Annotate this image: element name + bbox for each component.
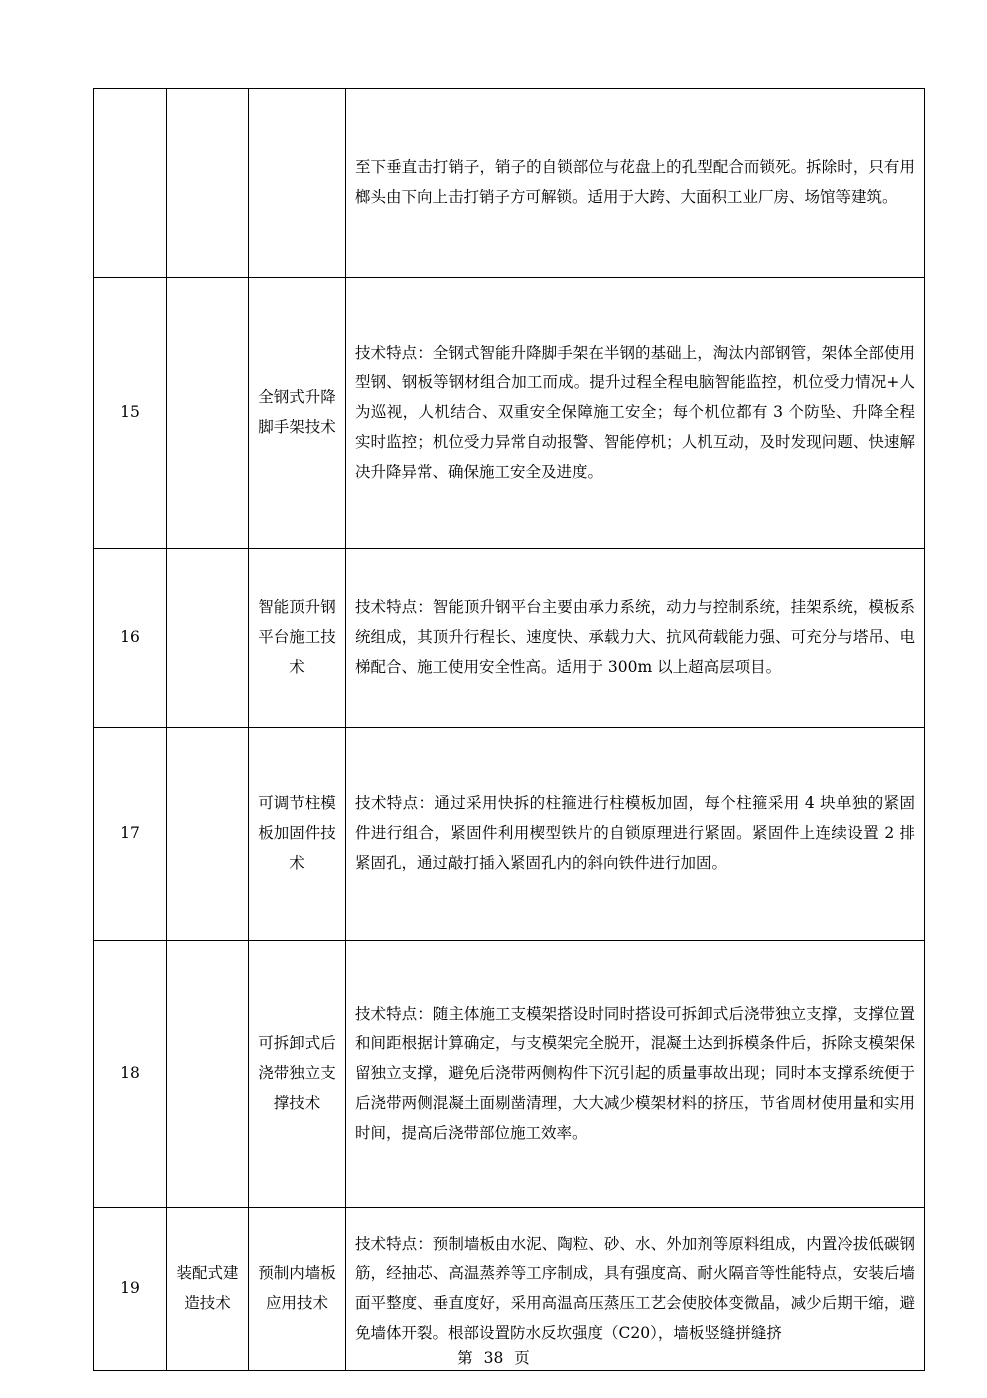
table-cell-name: 可调节柱模板加固件技术 [249, 728, 346, 941]
table-cell-category [167, 89, 249, 278]
table-cell-category [167, 278, 249, 549]
table-cell-number: 15 [94, 278, 167, 549]
footer-suffix: 页 [514, 1349, 530, 1367]
table-cell-description: 技术特点：通过采用快拆的柱箍进行柱模板加固，每个柱箍采用 4 块单独的紧固件进行组合，紧固件利用楔型铁片的自锁原理进行紧固。紧固件上连续设置 2 排紧固孔，通过敲打插入紧固孔内的斜向铁件进行加固。 [346, 728, 925, 941]
table-cell-name: 预制内墙板应用技术 [249, 1208, 346, 1371]
footer-page-number: 38 [483, 1349, 504, 1367]
page-footer [0, 1346, 987, 1368]
table-cell-description: 技术特点：智能顶升钢平台主要由承力系统，动力与控制系统，挂架系统，模板系统组成，其顶升行程长、速度快、承载力大、抗风荷载能力强、可充分与塔吊、电梯配合、施工使用安全性高。适用于 300m 以上超高层项目。 [346, 549, 925, 728]
table-body [94, 89, 925, 1371]
table-cell-number: 18 [94, 941, 167, 1208]
table-cell-category [167, 941, 249, 1208]
technology-table [93, 88, 925, 1371]
table-cell-category: 装配式建造技术 [167, 1208, 249, 1371]
table-cell-category [167, 728, 249, 941]
table-cell-description: 技术特点：预制墙板由水泥、陶粒、砂、水、外加剂等原料组成，内置冷拔低碳钢筋，经抽芯、高温蒸养等工序制成，具有强度高、耐火隔音等性能特点，安装后墙面平整度、垂直度好，采用高温高压蒸压工艺会使胶体变微晶，减少后期干缩，避免墙体开裂。根部设置防水反坎强度（C20），墙板竖缝拼缝挤 [346, 1208, 925, 1371]
table-cell-number: 17 [94, 728, 167, 941]
table-cell-name: 智能顶升钢平台施工技术 [249, 549, 346, 728]
table-row [94, 89, 925, 278]
table-cell-number [94, 89, 167, 278]
table-cell-number: 16 [94, 549, 167, 728]
table-cell-description: 技术特点：全钢式智能升降脚手架在半钢的基础上，淘汰内部钢管，架体全部使用型钢、钢板等钢材组合加工而成。提升过程全程电脑智能监控，机位受力情况+人为巡视，人机结合、双重安全保障施工安全；每个机位都有 3 个防坠、升降全程实时监控；机位受力异常自动报警、智能停机；人机互动，及时发现问题、快速解决升降异常、确保施工安全及进度。 [346, 278, 925, 549]
table-row [94, 941, 925, 1208]
table-cell-name: 全钢式升降脚手架技术 [249, 278, 346, 549]
table-cell-description: 至下垂直击打销子，销子的自锁部位与花盘上的孔型配合而锁死。拆除时，只有用榔头由下向上击打销子方可解锁。适用于大跨、大面积工业厂房、场馆等建筑。 [346, 89, 925, 278]
table-row [94, 278, 925, 549]
footer-prefix: 第 [457, 1349, 473, 1367]
table-cell-number: 19 [94, 1208, 167, 1371]
table-row [94, 728, 925, 941]
table-cell-category [167, 549, 249, 728]
table-cell-name [249, 89, 346, 278]
table-cell-name: 可拆卸式后浇带独立支撑技术 [249, 941, 346, 1208]
table-cell-description: 技术特点：随主体施工支模架搭设时同时搭设可拆卸式后浇带独立支撑，支撑位置和间距根据计算确定，与支模架完全脱开，混凝土达到拆模条件后，拆除支模架保留独立支撑，避免后浇带两侧构件下沉引起的质量事故出现；同时本支撑系统便于后浇带两侧混凝土面剔凿清理，大大减少模架材料的挤压，节省周材使用量和实用时间，提高后浇带部位施工效率。 [346, 941, 925, 1208]
table-row [94, 549, 925, 728]
